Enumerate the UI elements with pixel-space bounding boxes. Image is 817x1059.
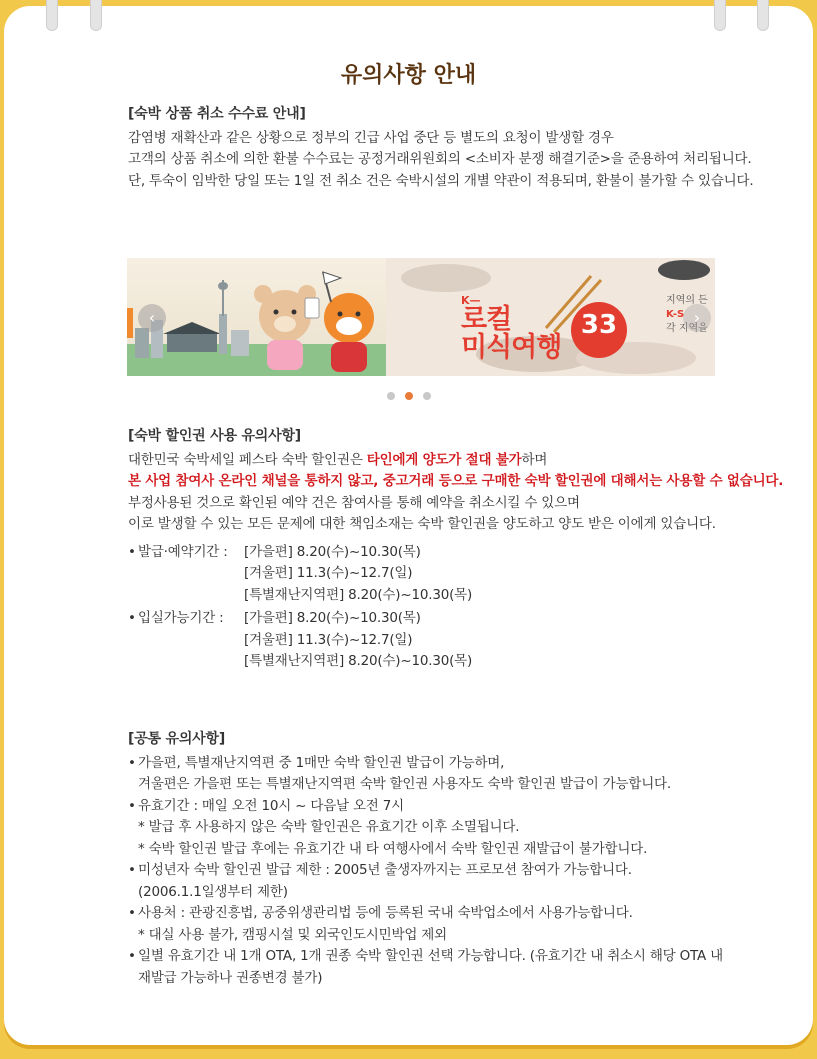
paragraph: 단, 투숙이 임박한 당일 또는 1일 전 취소 건은 숙박시설의 개별 약관이 적용되며, 환불이 불가할 수 있습니다.: [128, 172, 754, 189]
section-heading: [공통 유의사항]: [128, 731, 226, 747]
bullet-icon: •: [128, 905, 136, 921]
banner-prefix: K—: [461, 294, 481, 307]
bullet-icon: •: [128, 948, 136, 964]
period-label-row: [128, 542, 244, 607]
carousel-next-button[interactable]: ›: [683, 304, 711, 332]
list-item-text: 가을편, 특별재난지역편 중 1매만 숙박 할인권 발급이 가능하며,: [138, 754, 505, 771]
bullet-icon: •: [128, 862, 136, 878]
period-value: [가을편] 8.20(수)~10.30(목): [244, 543, 421, 560]
paragraph: [128, 450, 788, 472]
paragraph: 부정사용된 것으로 확인된 예약 건은 참여사를 통해 예약을 취소시킬 수 있으며: [128, 494, 580, 511]
carousel-prev-button[interactable]: ‹: [138, 304, 166, 332]
banner-title-line1: 로컬: [461, 304, 512, 334]
bullet-icon: •: [128, 610, 136, 626]
binder-ring: [46, 0, 58, 31]
period-label: 입실가능기간 :: [138, 610, 224, 626]
list-item: [128, 903, 788, 925]
carousel-dot[interactable]: [387, 392, 395, 400]
warning-text: 타인에게 양도가 절대 불가: [366, 451, 522, 468]
checkin-period: [128, 608, 788, 673]
list-item: [128, 753, 788, 775]
bullet-icon: •: [128, 543, 136, 560]
page-title: 유의사항 안내: [340, 63, 477, 88]
list-item: [128, 796, 788, 818]
cancel-fee-section: [128, 104, 788, 192]
banner-title-line2: 미식여행: [461, 332, 562, 362]
period-label-row: [128, 608, 244, 673]
list-item: [128, 860, 788, 882]
period-value: [특별재난지역편] 8.20(수)~10.30(목): [244, 586, 473, 603]
carousel-pagination: [0, 385, 817, 404]
binder-ring: [714, 0, 726, 31]
carousel-dot-active[interactable]: [405, 392, 413, 400]
issue-period: [128, 542, 788, 607]
list-item-text: 유효기간 : 매일 오전 10시 ~ 다음날 오전 7시: [138, 797, 404, 814]
footnote: * 대실 사용 불가, 캠핑시설 및 외국인도시민박업 제외: [138, 926, 447, 943]
banner-side-line: 지역의 든: [666, 295, 708, 306]
paragraph: 이로 발생할 수 있는 모든 문제에 대한 책임소재는 숙박 할인권을 양도하고 양도 받은 이에게 있습니다.: [128, 516, 716, 532]
bullet-icon: •: [128, 754, 136, 771]
footnote: * 발급 후 사용하지 않은 숙박 할인권은 유효기간 이후 소멸됩니다.: [138, 819, 520, 835]
text-span: 하며: [521, 451, 548, 468]
banner-side-line: 각 지역을: [666, 323, 708, 334]
list-item-text: 미성년자 숙박 할인권 발급 제한 : 2005년 출생자까지는 프로모션 참여가 가능합니다.: [138, 862, 632, 878]
binder-ring: [757, 0, 769, 31]
footnote: * 숙박 할인권 발급 후에는 유효기간 내 타 여행사에서 숙박 할인권 재발급이 불가합니다.: [138, 840, 648, 857]
period-value: [겨울편] 11.3(수)~12.7(일): [244, 631, 413, 648]
period-value: [겨울편] 11.3(수)~12.7(일): [244, 565, 413, 581]
list-item-continued: (2006.1.1일생부터 제한): [138, 883, 288, 900]
section-heading: [숙박 할인권 사용 유의사항]: [128, 428, 301, 444]
bullet-icon: •: [128, 797, 136, 814]
period-value: [가을편] 8.20(수)~10.30(목): [244, 610, 421, 626]
banner-badge: 33: [571, 302, 627, 358]
paragraph: 감염병 재확산과 같은 상황으로 정부의 긴급 사업 중단 등 별도의 요청이 발생할 경우: [128, 129, 614, 146]
list-item: [128, 946, 788, 968]
section-heading: [숙박 상품 취소 수수료 안내]: [128, 106, 306, 122]
promo-carousel[interactable]: [127, 258, 715, 376]
banner-side-line: K-S: [666, 309, 685, 320]
paragraph: 고객의 상품 취소에 의한 환불 수수료는 공정거래위원회의 <소비자 분쟁 해결기준>을 준용하여 처리됩니다.: [128, 151, 752, 167]
period-label: 발급·예약기간 :: [138, 543, 228, 560]
promo-slide-local-food-tour[interactable]: [386, 258, 715, 376]
period-value: [특별재난지역편] 8.20(수)~10.30(목): [244, 653, 473, 669]
voucher-usage-section: [128, 426, 788, 673]
text-span: 대한민국 숙박세일 페스타 숙박 할인권은: [128, 451, 367, 468]
common-notice-section: [128, 729, 788, 989]
period-values: [244, 542, 472, 607]
binder-ring: [90, 0, 102, 31]
list-item-continued: 재발급 가능하나 권종변경 불가): [138, 969, 323, 986]
warning-paragraph: 본 사업 참여사 온라인 채널을 통하지 않고, 중고거래 등으로 구매한 숙박 할인권에 대해서는 사용할 수 없습니다.: [128, 473, 784, 489]
list-item-text: 일별 유효기간 내 1개 OTA, 1개 권종 숙박 할인권 선택 가능합니다. (유효기간 내 취소시 해당 OTA 내: [138, 948, 723, 964]
period-values: [244, 608, 472, 673]
carousel-dot[interactable]: [423, 392, 431, 400]
list-item-continued: 겨울편은 가을편 또는 특별재난지역편 숙박 할인권 사용자도 숙박 할인권 발급이 가능합니다.: [138, 776, 671, 792]
list-item-text: 사용처 : 관광진흥법, 공중위생관리법 등에 등록된 국내 숙박업소에서 사용가능합니다.: [138, 905, 633, 921]
